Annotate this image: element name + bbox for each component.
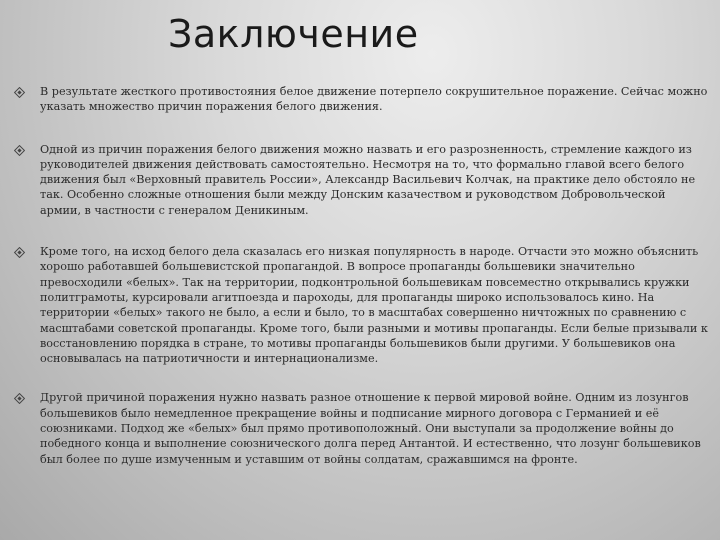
bullet-text: Одной из причин поражения белого движения можно назвать и его разрозненность, стремление каждого из руководителей движения действовать самостоятельно. Несмотря на то, что формально главой всего белого движения был «Верховный правитель России», Александр Васильевич Колчак, на практике дело обстояло не так. Особенно сложные отношения были между Донским казачеством и руководством Добровольческой армии, в частности с генералом Деникиным.: [40, 142, 696, 217]
bullet-diamond-icon: [14, 84, 40, 98]
bullet-item: [14, 244, 708, 366]
bullet-text: Другой причиной поражения нужно назвать разное отношение к первой мировой войне. Одним из лозунгов большевиков было немедленное прекращение войны и подписание мирного договора с Германией и её союзниками. Подход же «белых» был прямо противоположный. Они выступали за продолжение войны до победного конца и выполнение союзнического долга перед Антантой. И естественно, что лозунг большевиков был более по душе измученным и уставшим от войны солдатам, сражавшимся на фронте.: [40, 391, 701, 466]
bullet-diamond-icon: [14, 244, 40, 258]
bullet-list: [14, 84, 708, 467]
bullet-item: [14, 84, 708, 115]
bullet-diamond-icon: [14, 390, 40, 404]
slide-title: Заключение: [168, 12, 419, 56]
bullet-text: Кроме того, на исход белого дела сказалась его низкая популярность в народе. Отчасти это можно объяснить хорошо работавшей большевистской пропагандой. В вопросе пропаганды большевики значительно превосходили «белых». Так на территории, подконтрольной большевикам повсеместно открывались кружки политграмоты, курсировали агитпоезда и пароходы, для пропаганды широко использовалось кино. На территории «белых» такого не было, а если и было, то в масштабах совершенно ничтожных по сравнению с масштабами советской пропаганды. Кроме того, были разными и мотивы пропаганды. Если белые призывали к восстановлению порядка в стране, то мотивы пропаганды большевиков были другими. У большевиков она основывалась на патриотичности и интернационализме.: [40, 245, 708, 366]
bullet-diamond-icon: [14, 142, 40, 156]
bullet-item: [14, 142, 708, 218]
bullet-text: В результате жесткого противостояния белое движение потерпело сокрушительное поражение. Сейчас можно указать множество причин поражения белого движения.: [40, 85, 708, 114]
bullet-item: [14, 390, 708, 466]
